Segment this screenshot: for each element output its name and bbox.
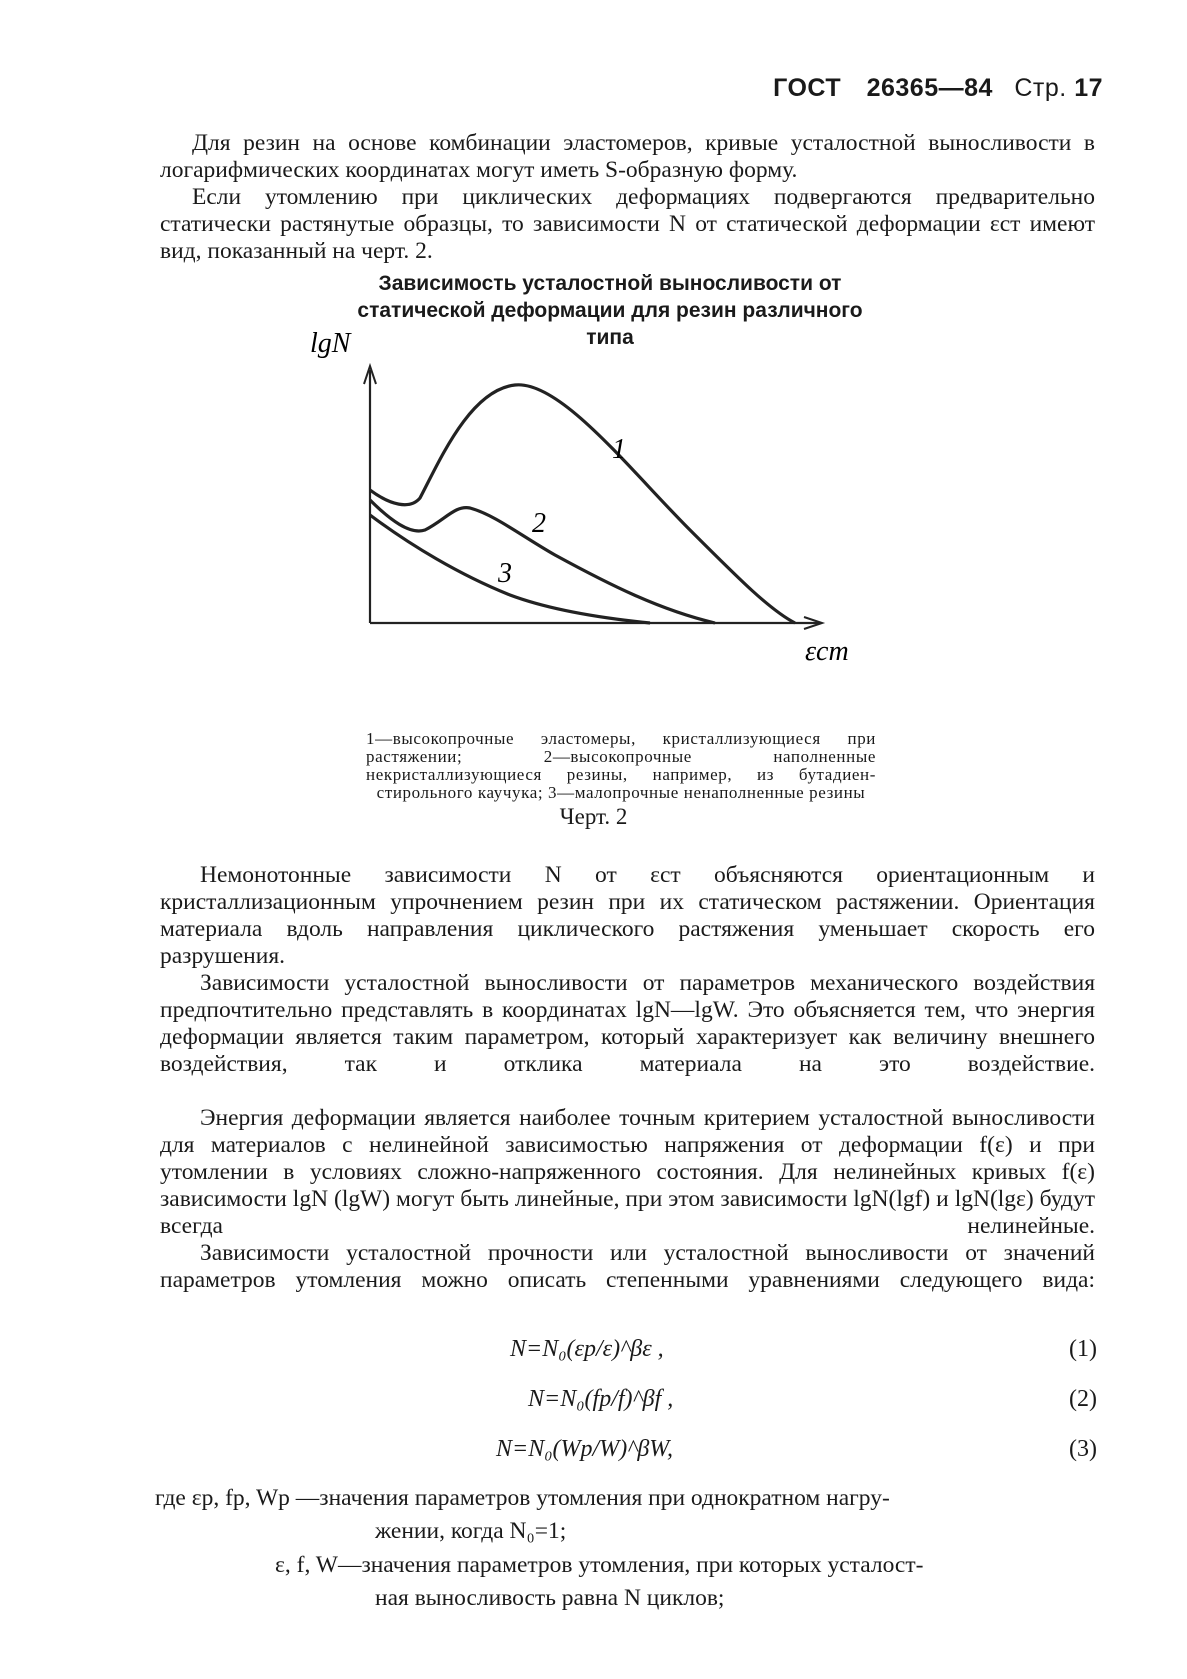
page-header xyxy=(773,74,1103,103)
equation-1-formula: N=N₀(εp/ε)^βε , xyxy=(510,1336,664,1362)
figure-title-line-1: Зависимость усталостной выносливости от xyxy=(378,272,842,295)
curve-label-3: 3 xyxy=(498,558,512,589)
gost-label: ГОСТ xyxy=(773,74,842,102)
equation-2-number: (2) xyxy=(1069,1386,1097,1412)
paragraph-2: Если утомлению при циклических деформациях подвергаются предварительно статически растянутые образцы, то зависимости N от статической деформации εст имеют вид, показанный на черт. 2. xyxy=(160,184,1095,264)
equation-1-number: (1) xyxy=(1069,1336,1097,1362)
equation-3-number: (3) xyxy=(1069,1436,1097,1462)
x-axis-label: εст xyxy=(805,636,849,667)
where-line-3: ε, f, W—значения параметров утомления, при которых усталост- xyxy=(275,1552,924,1578)
curve-label-1: 1 xyxy=(612,434,626,465)
paragraph-4: Зависимости усталостной выносливости от параметров механического воздействия предпочтительно представлять в координатах lgN—lgW. Это объясняется тем, что энергия деформации является таким параметром, который характеризует как величину внешнего воздействия, так и отклика материала на это воздействие. xyxy=(160,970,1095,1077)
curve-label-2: 2 xyxy=(532,508,546,539)
where-line-1: где εp, fp, Wp —значения параметров утомления при однократном нагру- xyxy=(155,1485,890,1511)
figure-title xyxy=(330,270,890,351)
figure-title-line-3: типа xyxy=(586,326,634,349)
paragraph-1: Для резин на основе комбинации эластомеров, кривые усталостной выносливости в логарифмических координатах могут иметь S-образную форму. xyxy=(160,130,1095,183)
page-label: Стр. xyxy=(1014,74,1067,102)
gost-number: 26365—84 xyxy=(866,74,993,102)
figure-number: Черт. 2 xyxy=(559,804,628,829)
curve-1 xyxy=(370,385,795,623)
paragraph-3: Немонотонные зависимости N от εст объясняются ориентационным и кристаллизационным упрочнением резин при их статическом растяжении. Ориентация материала вдоль направления циклического растяжения уменьшает скорость его разрушения. xyxy=(160,862,1095,969)
figure-caption: 1—высокопрочные эластомеры, кристаллизующиеся при растяжении; 2—высокопрочные наполненные некристаллизующиеся резины, например, из бутадиен-стирольного каучука; 3—малопрочные ненаполненные резины xyxy=(366,729,876,802)
figure-title-line-2: статической деформации для резин различного xyxy=(357,299,863,322)
where-line-4: ная выносливость равна N циклов; xyxy=(375,1585,725,1611)
page-number: 17 xyxy=(1074,74,1103,102)
paragraph-5: Энергия деформации является наиболее точным критерием усталостной выносливости для материалов с нелинейной зависимостью напряжения от деформации f(ε) и при утомлении в условиях сложно-напряженного состояния. Для нелинейных кривых f(ε) зависимости lgN (lgW) могут быть линейные, при этом зависимости lgN(lgf) и lgN(lgε) будут всегда нелинейные. xyxy=(160,1105,1095,1239)
equation-2-formula: N=N₀(fp/f)^βf , xyxy=(528,1386,674,1412)
y-axis-label: lgN xyxy=(310,328,351,359)
equation-3-formula: N=N₀(Wp/W)^βW, xyxy=(496,1436,674,1462)
paragraph-6: Зависимости усталостной прочности или усталостной выносливости от значений параметров утомления можно описать степенными уравнениями следующего вида: xyxy=(160,1240,1095,1293)
where-line-2: жении, когда N₀=1; xyxy=(375,1518,567,1544)
